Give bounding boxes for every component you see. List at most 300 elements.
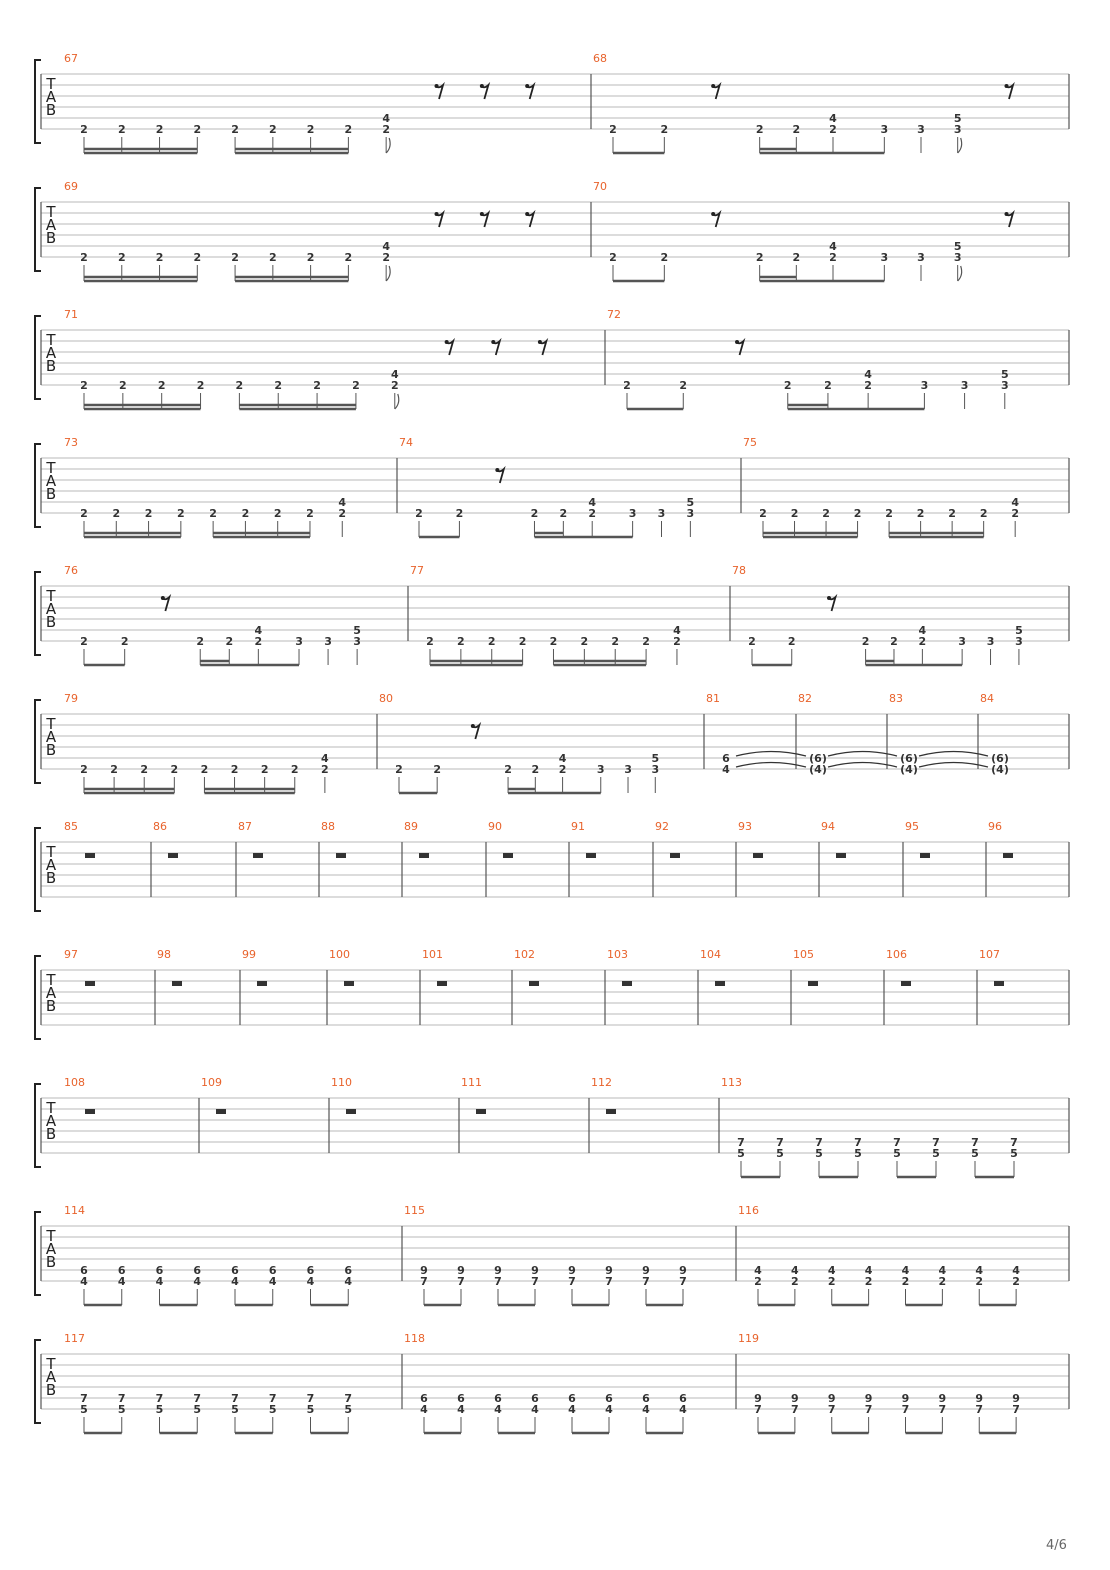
eighth-rest-dot: [525, 84, 529, 88]
fret-number: 4: [975, 1264, 984, 1277]
measure-number: 111: [461, 1076, 482, 1089]
tab-clef-letter: A: [45, 1368, 57, 1386]
fret-number: 4: [117, 1275, 126, 1288]
tab-clef-letter: T: [46, 715, 56, 733]
fret-number: 2: [787, 635, 796, 648]
tab-clef-letter: B: [45, 997, 57, 1015]
fret-number: 4: [306, 1275, 315, 1288]
measure-number: 77: [410, 564, 424, 577]
measure-number: 106: [886, 948, 907, 961]
fret-number: 4: [829, 112, 837, 125]
whole-rest: [586, 853, 596, 858]
fret-number: 4: [231, 1275, 239, 1288]
fret-number: 9: [754, 1392, 762, 1405]
fret-number: 6: [605, 1392, 613, 1405]
fret-number: 2: [274, 379, 283, 392]
staff-system: [35, 1332, 1069, 1433]
measure-number: 119: [738, 1332, 759, 1345]
fret-number: 2: [200, 763, 209, 776]
fret-number: 2: [827, 1275, 836, 1288]
whole-rest: [168, 853, 178, 858]
whole-rest: [85, 853, 95, 858]
measure-103: [607, 948, 632, 986]
measure-69: [64, 180, 534, 281]
measure-number: 88: [321, 820, 335, 833]
fret-number: 4: [193, 1275, 202, 1288]
fret-number: 4: [457, 1403, 465, 1416]
fret-number: 9: [531, 1264, 539, 1277]
tab-clef-letter: T: [46, 1227, 56, 1245]
measure-number: 82: [798, 692, 812, 705]
fret-number: 9: [827, 1392, 836, 1405]
whole-rest: [503, 853, 513, 858]
measure-86: [153, 820, 178, 858]
fret-number: 2: [558, 763, 567, 776]
whole-rest: [715, 981, 725, 986]
fret-number: 4: [344, 1275, 353, 1288]
measure-68: [593, 52, 1013, 153]
fret-number: 2: [80, 251, 88, 264]
fret-number: 2: [792, 123, 801, 136]
fret-number: 7: [155, 1392, 164, 1405]
fret-number: 2: [948, 507, 956, 520]
fret-number: 5: [117, 1403, 126, 1416]
measure-number: 112: [591, 1076, 612, 1089]
measure-72: [607, 308, 1009, 409]
tab-clef-letter: T: [46, 1099, 56, 1117]
fret-number: 5: [353, 624, 361, 637]
tab-clef-letter: T: [46, 331, 56, 349]
fret-number: 5: [231, 1403, 239, 1416]
measure-116: [738, 1204, 1020, 1305]
fret-number: (4): [900, 763, 918, 776]
fret-number: 6: [420, 1392, 428, 1405]
measure-114: [64, 1204, 352, 1305]
measure-91: [571, 820, 596, 858]
fret-number: 2: [177, 507, 185, 520]
measure-81: [706, 692, 806, 776]
tab-clef-letter: B: [45, 741, 57, 759]
measure-number: 96: [988, 820, 1002, 833]
fret-number: 4: [827, 1264, 836, 1277]
fret-number: 2: [518, 635, 527, 648]
measure-number: 85: [64, 820, 78, 833]
fret-number: 5: [80, 1403, 88, 1416]
tab-clef-letter: A: [45, 472, 57, 490]
fret-number: 3: [917, 123, 925, 136]
fret-number: 2: [660, 123, 669, 136]
fret-number: 9: [791, 1392, 799, 1405]
tab-clef-letter: T: [46, 843, 56, 861]
fret-number: 2: [754, 1275, 762, 1288]
tab-clef-letter: T: [46, 75, 56, 93]
fret-number: 5: [1015, 624, 1023, 637]
fret-number: 4: [80, 1275, 88, 1288]
tab-clef-letter: B: [45, 357, 57, 375]
system-bracket: [35, 828, 41, 911]
fret-number: 6: [568, 1392, 576, 1405]
measure-87: [238, 820, 263, 858]
fret-number: 2: [916, 507, 925, 520]
tab-clef-letter: B: [45, 101, 57, 119]
fret-number: 7: [457, 1275, 465, 1288]
measure-82: [798, 692, 897, 776]
fret-number: 9: [568, 1264, 576, 1277]
fret-number: 7: [605, 1275, 613, 1288]
fret-number: 6: [193, 1264, 202, 1277]
measure-83: [889, 692, 988, 776]
fret-number: (6): [991, 752, 1009, 765]
measure-117: [64, 1332, 352, 1433]
fret-number: 2: [382, 251, 390, 264]
staff-system: [35, 436, 1069, 537]
whole-rest: [901, 981, 911, 986]
measure-number: 110: [331, 1076, 352, 1089]
system-bracket: [35, 572, 41, 655]
fret-number: 2: [457, 635, 465, 648]
fret-number: 5: [776, 1147, 784, 1160]
fret-number: 2: [290, 763, 299, 776]
fret-number: 9: [457, 1264, 465, 1277]
measure-number: 76: [64, 564, 78, 577]
measure-101: [422, 948, 447, 986]
fret-number: 4: [938, 1264, 947, 1277]
fret-number: 6: [268, 1264, 277, 1277]
fret-number: 3: [920, 379, 929, 392]
eighth-rest-dot: [735, 340, 739, 344]
eighth-rest-dot: [525, 212, 529, 216]
fret-number: 4: [390, 368, 399, 381]
fret-number: 2: [642, 635, 650, 648]
measure-76: [64, 564, 361, 665]
measure-89: [404, 820, 429, 858]
fret-number: 2: [117, 251, 126, 264]
measure-number: 97: [64, 948, 78, 961]
staff-system: [35, 52, 1069, 153]
measure-number: 68: [593, 52, 607, 65]
measure-93: [738, 820, 763, 858]
fret-number: 7: [791, 1403, 799, 1416]
measure-84: [980, 692, 1009, 776]
fret-number: 2: [611, 635, 620, 648]
fret-number: 2: [885, 507, 893, 520]
fret-number: 7: [420, 1275, 428, 1288]
measure-102: [514, 948, 539, 986]
fret-number: 2: [196, 379, 205, 392]
fret-number: 3: [686, 507, 695, 520]
whole-rest: [85, 1109, 95, 1114]
fret-number: 7: [642, 1275, 650, 1288]
whole-rest: [437, 981, 447, 986]
fret-number: 2: [531, 763, 540, 776]
fret-number: 3: [880, 251, 889, 264]
system-bracket: [35, 60, 41, 143]
fret-number: 6: [117, 1264, 126, 1277]
fret-number: 2: [110, 763, 118, 776]
eighth-rest-dot: [435, 84, 439, 88]
fret-number: 5: [971, 1147, 979, 1160]
whole-rest: [336, 853, 346, 858]
measure-number: 86: [153, 820, 167, 833]
fret-number: 2: [80, 507, 88, 520]
tab-clef-letter: B: [45, 1125, 57, 1143]
fret-number: 3: [324, 635, 332, 648]
fret-number: 2: [759, 507, 767, 520]
fret-number: 2: [588, 507, 597, 520]
measure-96: [988, 820, 1013, 858]
measure-108: [64, 1076, 95, 1114]
measure-number: 84: [980, 692, 994, 705]
fret-number: 2: [504, 763, 512, 776]
measure-90: [488, 820, 513, 858]
fret-number: 3: [624, 763, 632, 776]
fret-number: 4: [1012, 1264, 1020, 1277]
fret-number: (4): [991, 763, 1009, 776]
fret-number: 2: [230, 763, 239, 776]
fret-number: 6: [155, 1264, 164, 1277]
fret-number: 2: [530, 507, 539, 520]
fret-number: 4: [791, 1264, 799, 1277]
staff-system: [35, 820, 1069, 911]
fret-number: 9: [975, 1392, 984, 1405]
fret-number: 3: [628, 507, 637, 520]
eighth-rest-dot: [471, 724, 475, 728]
fret-number: (6): [809, 752, 827, 765]
fret-number: 2: [344, 123, 353, 136]
fret-number: 2: [235, 379, 244, 392]
fret-number: 2: [157, 379, 166, 392]
eighth-rest-dot: [161, 596, 165, 600]
measure-number: 102: [514, 948, 535, 961]
fret-number: 7: [568, 1275, 576, 1288]
whole-rest: [1003, 853, 1013, 858]
fret-number: 7: [975, 1403, 984, 1416]
measure-74: [399, 436, 694, 537]
fret-number: 5: [893, 1147, 901, 1160]
staff-system: [35, 692, 1069, 793]
fret-number: 7: [306, 1392, 315, 1405]
fret-number: 2: [225, 635, 234, 648]
measure-111: [461, 1076, 486, 1114]
fret-number: 2: [193, 123, 202, 136]
measure-106: [886, 948, 911, 986]
staff-system: [35, 180, 1069, 281]
measure-110: [331, 1076, 356, 1114]
fret-number: 3: [958, 635, 966, 648]
fret-number: 9: [1012, 1392, 1020, 1405]
measure-70: [593, 180, 1013, 281]
fret-number: 4: [338, 496, 347, 509]
measure-number: 115: [404, 1204, 425, 1217]
whole-rest: [344, 981, 354, 986]
fret-number: 9: [494, 1264, 502, 1277]
tab-clef-letter: A: [45, 88, 57, 106]
staff-system: [35, 948, 1069, 1039]
fret-number: 2: [155, 251, 164, 264]
fret-number: 5: [953, 112, 962, 125]
fret-number: 2: [120, 635, 129, 648]
tab-clef-letter: T: [46, 971, 56, 989]
fret-number: 5: [953, 240, 962, 253]
measure-number: 74: [399, 436, 413, 449]
fret-number: 2: [117, 123, 126, 136]
fret-number: 3: [596, 763, 605, 776]
note-flag: [958, 138, 962, 153]
tab-clef-letter: T: [46, 587, 56, 605]
fret-number: 2: [306, 251, 315, 264]
fret-number: 2: [269, 123, 277, 136]
whole-rest: [753, 853, 763, 858]
fret-number: 2: [792, 251, 801, 264]
fret-number: 4: [901, 1264, 910, 1277]
measure-number: 93: [738, 820, 752, 833]
whole-rest: [836, 853, 846, 858]
measure-number: 83: [889, 692, 903, 705]
measure-99: [242, 948, 267, 986]
fret-number: 5: [344, 1403, 353, 1416]
whole-rest: [172, 981, 182, 986]
measure-number: 118: [404, 1332, 425, 1345]
fret-number: 2: [918, 635, 927, 648]
measure-number: 113: [721, 1076, 742, 1089]
fret-number: 4: [155, 1275, 164, 1288]
fret-number: 4: [568, 1403, 576, 1416]
fret-number: 7: [827, 1403, 836, 1416]
whole-rest: [808, 981, 818, 986]
whole-rest: [670, 853, 680, 858]
fret-number: 4: [673, 624, 681, 637]
fret-number: 3: [986, 635, 995, 648]
fret-number: 2: [783, 379, 792, 392]
tab-clef-letter: B: [45, 613, 57, 631]
fret-number: 2: [193, 251, 202, 264]
system-bracket: [35, 444, 41, 527]
measure-number: 101: [422, 948, 443, 961]
fret-number: 7: [932, 1136, 940, 1149]
tab-clef-letter: B: [45, 1381, 57, 1399]
measure-number: 81: [706, 692, 720, 705]
fret-number: 4: [642, 1403, 650, 1416]
measure-number: 80: [379, 692, 393, 705]
fret-number: 2: [382, 123, 390, 136]
fret-number: 7: [268, 1392, 277, 1405]
fret-number: 3: [1015, 635, 1023, 648]
whole-rest: [419, 853, 429, 858]
fret-number: 5: [193, 1403, 202, 1416]
fret-number: 2: [609, 251, 617, 264]
measure-71: [64, 308, 546, 409]
system-bracket: [35, 188, 41, 271]
fret-number: 4: [864, 1264, 873, 1277]
tab-clef-letter: A: [45, 1112, 57, 1130]
fret-number: 2: [755, 123, 764, 136]
fret-number: 5: [306, 1403, 315, 1416]
eighth-rest-dot: [445, 340, 449, 344]
fret-number: 9: [605, 1264, 613, 1277]
fret-number: 2: [829, 123, 837, 136]
fret-number: 4: [1011, 496, 1020, 509]
tab-clef-letter: A: [45, 984, 57, 1002]
measure-number: 108: [64, 1076, 85, 1089]
measure-109: [201, 1076, 226, 1114]
fret-number: 7: [901, 1403, 910, 1416]
measure-73: [64, 436, 346, 537]
fret-number: 2: [321, 763, 329, 776]
fret-number: 2: [196, 635, 205, 648]
measure-67: [64, 52, 534, 153]
fret-number: 3: [953, 251, 962, 264]
fret-number: 4: [321, 752, 329, 765]
measure-105: [793, 948, 818, 986]
fret-number: 2: [979, 507, 988, 520]
fret-number: 7: [864, 1403, 873, 1416]
measure-80: [379, 692, 659, 793]
fret-number: 2: [975, 1275, 984, 1288]
fret-number: 4: [531, 1403, 539, 1416]
fret-number: 2: [938, 1275, 947, 1288]
whole-rest: [606, 1109, 616, 1114]
measure-77: [410, 564, 681, 665]
system-bracket: [35, 316, 41, 399]
fret-number: 5: [737, 1147, 745, 1160]
fret-number: 4: [864, 368, 872, 381]
fret-number: 2: [231, 251, 239, 264]
fret-number: 2: [864, 1275, 873, 1288]
measure-number: 116: [738, 1204, 759, 1217]
fret-number: 6: [494, 1392, 502, 1405]
note-flag: [386, 138, 390, 153]
fret-number: 6: [679, 1392, 687, 1405]
system-bracket: [35, 1212, 41, 1295]
measure-number: 100: [329, 948, 350, 961]
fret-number: 2: [155, 123, 164, 136]
fret-number: 2: [822, 507, 830, 520]
fret-number: 2: [254, 635, 263, 648]
fret-number: 4: [722, 763, 730, 776]
fret-number: 5: [854, 1147, 862, 1160]
fret-number: 2: [580, 635, 589, 648]
fret-number: 6: [344, 1264, 353, 1277]
fret-number: 6: [531, 1392, 539, 1405]
fret-number: 7: [1012, 1403, 1020, 1416]
measure-119: [738, 1332, 1020, 1433]
measure-97: [64, 948, 95, 986]
note-flag: [958, 266, 962, 281]
whole-rest: [529, 981, 539, 986]
fret-number: 4: [382, 240, 390, 253]
measure-number: 71: [64, 308, 78, 321]
tab-clef-letter: B: [45, 229, 57, 247]
fret-number: 2: [80, 635, 88, 648]
fret-number: 4: [679, 1403, 687, 1416]
fret-number: 2: [352, 379, 360, 392]
fret-number: 4: [558, 752, 567, 765]
fret-number: 7: [117, 1392, 126, 1405]
fret-number: 7: [80, 1392, 88, 1405]
fret-number: 9: [938, 1392, 947, 1405]
eighth-rest-dot: [711, 84, 715, 88]
fret-number: 3: [1000, 379, 1009, 392]
tab-clef-letter: T: [46, 203, 56, 221]
fret-number: 2: [241, 507, 250, 520]
fret-number: 3: [353, 635, 361, 648]
fret-number: 7: [494, 1275, 502, 1288]
fret-number: 6: [722, 752, 730, 765]
fret-number: (4): [809, 763, 827, 776]
measure-number: 73: [64, 436, 78, 449]
measure-number: 94: [821, 820, 835, 833]
measure-number: 90: [488, 820, 502, 833]
